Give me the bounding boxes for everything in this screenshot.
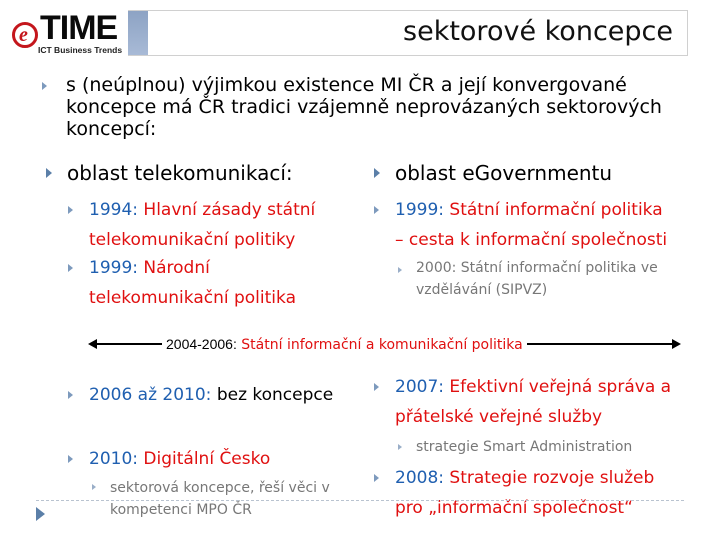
timeline-text: Státní informační a komunikační politika <box>241 337 523 353</box>
bullet-icon <box>68 264 73 272</box>
arrow-right-icon <box>672 339 681 349</box>
right-item-2007 <box>395 372 671 432</box>
item-text: Státní informační politika <box>449 200 663 220</box>
bullet-icon <box>374 206 379 214</box>
subitem-line: kompetenci MPO ČR <box>110 502 252 518</box>
right-item-2008 <box>395 463 654 523</box>
slide-title: sektorové koncepce <box>403 16 673 47</box>
logo-e-icon: e <box>12 22 38 48</box>
bullet-icon <box>398 444 402 450</box>
footer-arrow-icon <box>36 507 45 521</box>
logo-text: TIME <box>40 9 118 47</box>
bullet-icon <box>46 168 52 178</box>
item-text: Hlavní zásady státní <box>143 200 316 220</box>
item-year: 2007: <box>395 377 444 397</box>
bullet-icon <box>92 484 96 490</box>
left-item-2006 <box>89 380 333 410</box>
item-year: 2010: <box>89 449 138 469</box>
bullet-icon <box>68 206 73 214</box>
bullet-icon <box>374 168 380 178</box>
item-text: telekomunikační politiky <box>89 230 296 250</box>
intro-line: koncepce má ČR tradici vzájemně neprovázaných sektorových <box>66 96 662 118</box>
item-year: 1994: <box>89 200 138 220</box>
bullet-icon <box>374 474 379 482</box>
left-heading: oblast telekomunikací: <box>67 161 293 185</box>
item-text: pro „informační společnost“ <box>395 498 633 518</box>
subitem-line: 2000: Státní informační politika ve <box>416 260 658 276</box>
bullet-icon <box>68 391 73 399</box>
left-item-2010 <box>89 444 270 474</box>
logo-subtitle: ICT Business Trends <box>38 45 123 55</box>
item-text: telekomunikační politika <box>89 288 296 308</box>
right-heading: oblast eGovernmentu <box>395 161 613 185</box>
item-year: 2006 až 2010: <box>89 385 212 405</box>
left-item-1999 <box>89 253 296 313</box>
timeline-label <box>162 334 527 355</box>
item-year: 2008: <box>395 468 444 488</box>
right-subitem-2007: strategie Smart Administration <box>416 439 633 455</box>
item-year: 1999: <box>395 200 444 220</box>
item-text: bez koncepce <box>216 385 334 405</box>
subitem-line: vzdělávání (SIPVZ) <box>416 282 548 298</box>
left-item-1994 <box>89 195 315 255</box>
timeline-years: 2004-2006: <box>166 336 237 352</box>
item-text: přátelské veřejné služby <box>395 407 603 427</box>
bullet-icon <box>374 383 379 391</box>
bullet-icon <box>42 82 47 90</box>
footer-divider <box>36 500 684 501</box>
bullet-icon <box>68 455 73 463</box>
intro-line: koncepcí: <box>66 118 157 140</box>
arrow-left-icon <box>88 339 97 349</box>
title-bar <box>128 10 688 56</box>
title-accent <box>128 11 148 55</box>
item-text: Digitální Česko <box>143 449 271 469</box>
right-subitem-2000 <box>416 257 658 301</box>
item-text: Strategie rozvoje služeb <box>449 468 655 488</box>
item-text: Národní <box>143 258 210 278</box>
right-item-1999 <box>395 195 667 255</box>
intro-text <box>66 74 706 140</box>
subitem-line: sektorová koncepce, řeší věci v <box>110 480 330 496</box>
item-text: Efektivní veřejná správa a <box>449 377 672 397</box>
etime-logo <box>8 8 123 58</box>
bullet-icon <box>398 267 402 273</box>
item-year: 1999: <box>89 258 138 278</box>
item-text: – cesta k informační společnosti <box>395 230 668 250</box>
intro-line: s (neúplnou) výjimkou existence MI ČR a její konvergované <box>66 74 627 96</box>
left-subitem-2010 <box>110 477 330 521</box>
